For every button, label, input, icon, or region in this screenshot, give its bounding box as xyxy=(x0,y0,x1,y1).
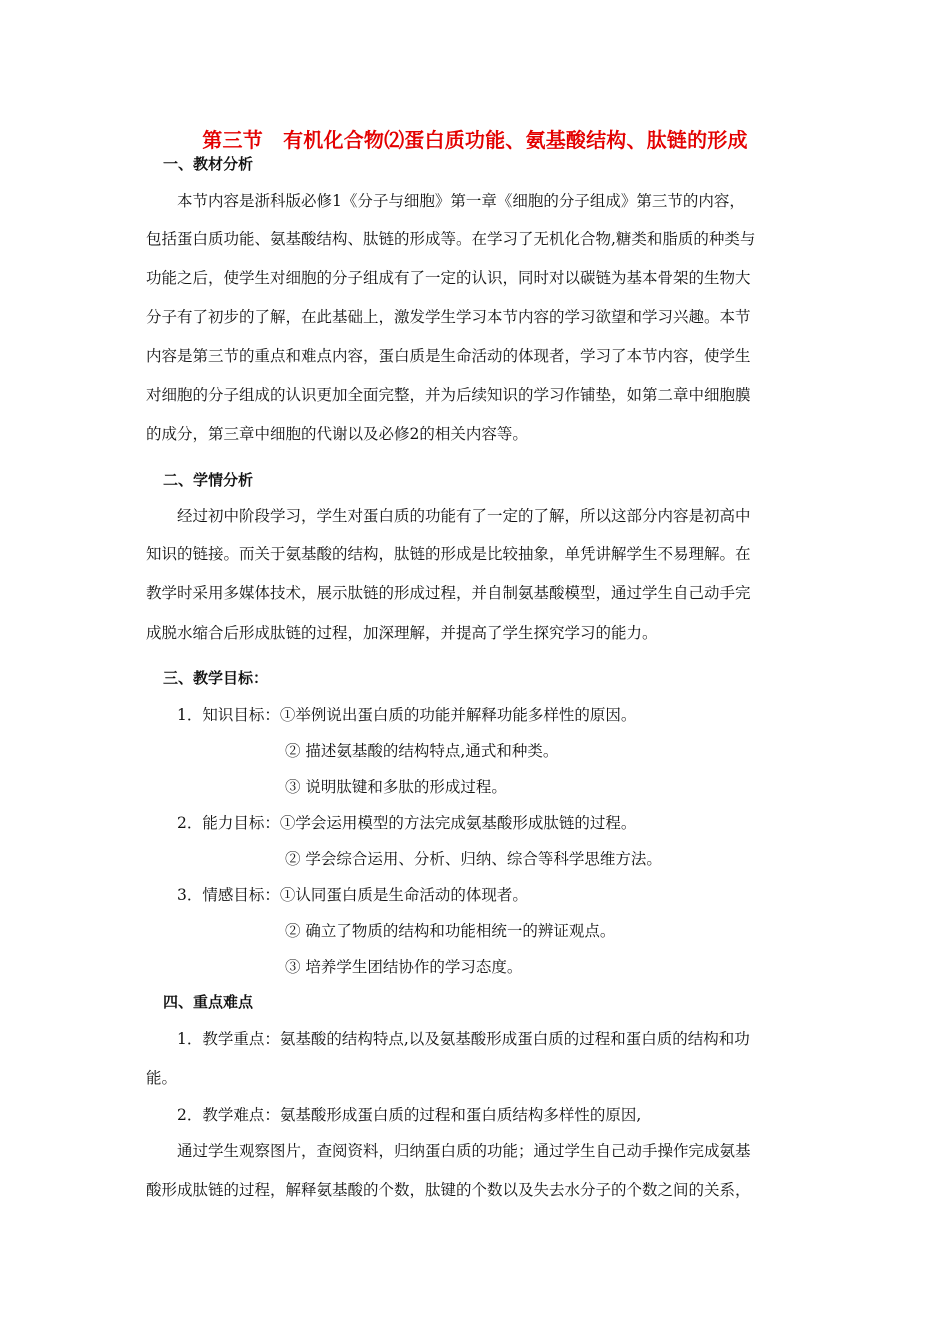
goal-line: 1．知识目标：①举例说出蛋白质的功能并解释功能多样性的原因。 xyxy=(177,706,637,724)
goal-line: ③ 培养学生团结协作的学习态度。 xyxy=(285,958,523,976)
paragraph-line: 能。 xyxy=(146,1069,178,1087)
document-title: 第三节 有机化合物⑵蛋白质功能、氨基酸结构、肽链的形成 xyxy=(202,128,748,152)
paragraph-line: 1．教学重点：氨基酸的结构特点,以及氨基酸形成蛋白质的过程和蛋白质的结构和功 xyxy=(177,1030,750,1048)
paragraph-line: 包括蛋白质功能、氨基酸结构、肽链的形成等。在学习了无机化合物,糖类和脂质的种类与 xyxy=(146,230,756,248)
paragraph-line: 功能之后，使学生对细胞的分子组成有了一定的认识，同时对以碳链为基本骨架的生物大 xyxy=(146,269,751,287)
paragraph-line: 内容是第三节的重点和难点内容，蛋白质是生命活动的体现者，学习了本节内容，使学生 xyxy=(146,347,751,365)
paragraph-line: 的成分，第三章中细胞的代谢以及必修2的相关内容等。 xyxy=(146,425,528,443)
goal-line: 3．情感目标：①认同蛋白质是生命活动的体现者。 xyxy=(177,886,528,904)
paragraph-line: 酸形成肽链的过程，解释氨基酸的个数，肽键的个数以及失去水分子的个数之间的关系， xyxy=(146,1181,751,1199)
paragraph-line: 成脱水缩合后形成肽链的过程，加深理解，并提高了学生探究学习的能力。 xyxy=(146,624,658,642)
goal-line: ② 学会综合运用、分析、归纳、综合等科学思维方法。 xyxy=(285,850,662,868)
section-heading-teaching-goals: 三、教学目标： xyxy=(163,669,269,687)
paragraph-line: 经过初中阶段学习，学生对蛋白质的功能有了一定的了解，所以这部分内容是初高中 xyxy=(177,507,751,525)
paragraph-line: 本节内容是浙科版必修1《分子与细胞》第一章《细胞的分子组成》第三节的内容， xyxy=(177,192,745,210)
paragraph-line: 对细胞的分子组成的认识更加全面完整，并为后续知识的学习作铺垫，如第二章中细胞膜 xyxy=(146,386,751,404)
goal-line: ② 描述氨基酸的结构特点,通式和种类。 xyxy=(285,742,559,760)
paragraph-line: 教学时采用多媒体技术，展示肽链的形成过程，并自制氨基酸模型，通过学生自己动手完 xyxy=(146,584,751,602)
goal-line: ② 确立了物质的结构和功能相统一的辨证观点。 xyxy=(285,922,616,940)
section-heading-student-analysis: 二、学情分析 xyxy=(163,471,254,489)
paragraph-line: 2．教学难点：氨基酸形成蛋白质的过程和蛋白质结构多样性的原因, xyxy=(177,1106,642,1124)
goal-line: ③ 说明肽键和多肽的形成过程。 xyxy=(285,778,507,796)
goal-line: 2．能力目标：①学会运用模型的方法完成氨基酸形成肽链的过程。 xyxy=(177,814,637,832)
section-heading-textbook-analysis: 一、教材分析 xyxy=(163,155,254,173)
paragraph-line: 知识的链接。而关于氨基酸的结构，肽链的形成是比较抽象，单凭讲解学生不易理解。在 xyxy=(146,545,751,563)
section-heading-key-points: 四、重点难点 xyxy=(163,993,254,1011)
paragraph-line: 通过学生观察图片，查阅资料，归纳蛋白质的功能；通过学生自己动手操作完成氨基 xyxy=(177,1142,751,1160)
paragraph-line: 分子有了初步的了解，在此基础上，激发学生学习本节内容的学习欲望和学习兴趣。本节 xyxy=(146,308,751,326)
